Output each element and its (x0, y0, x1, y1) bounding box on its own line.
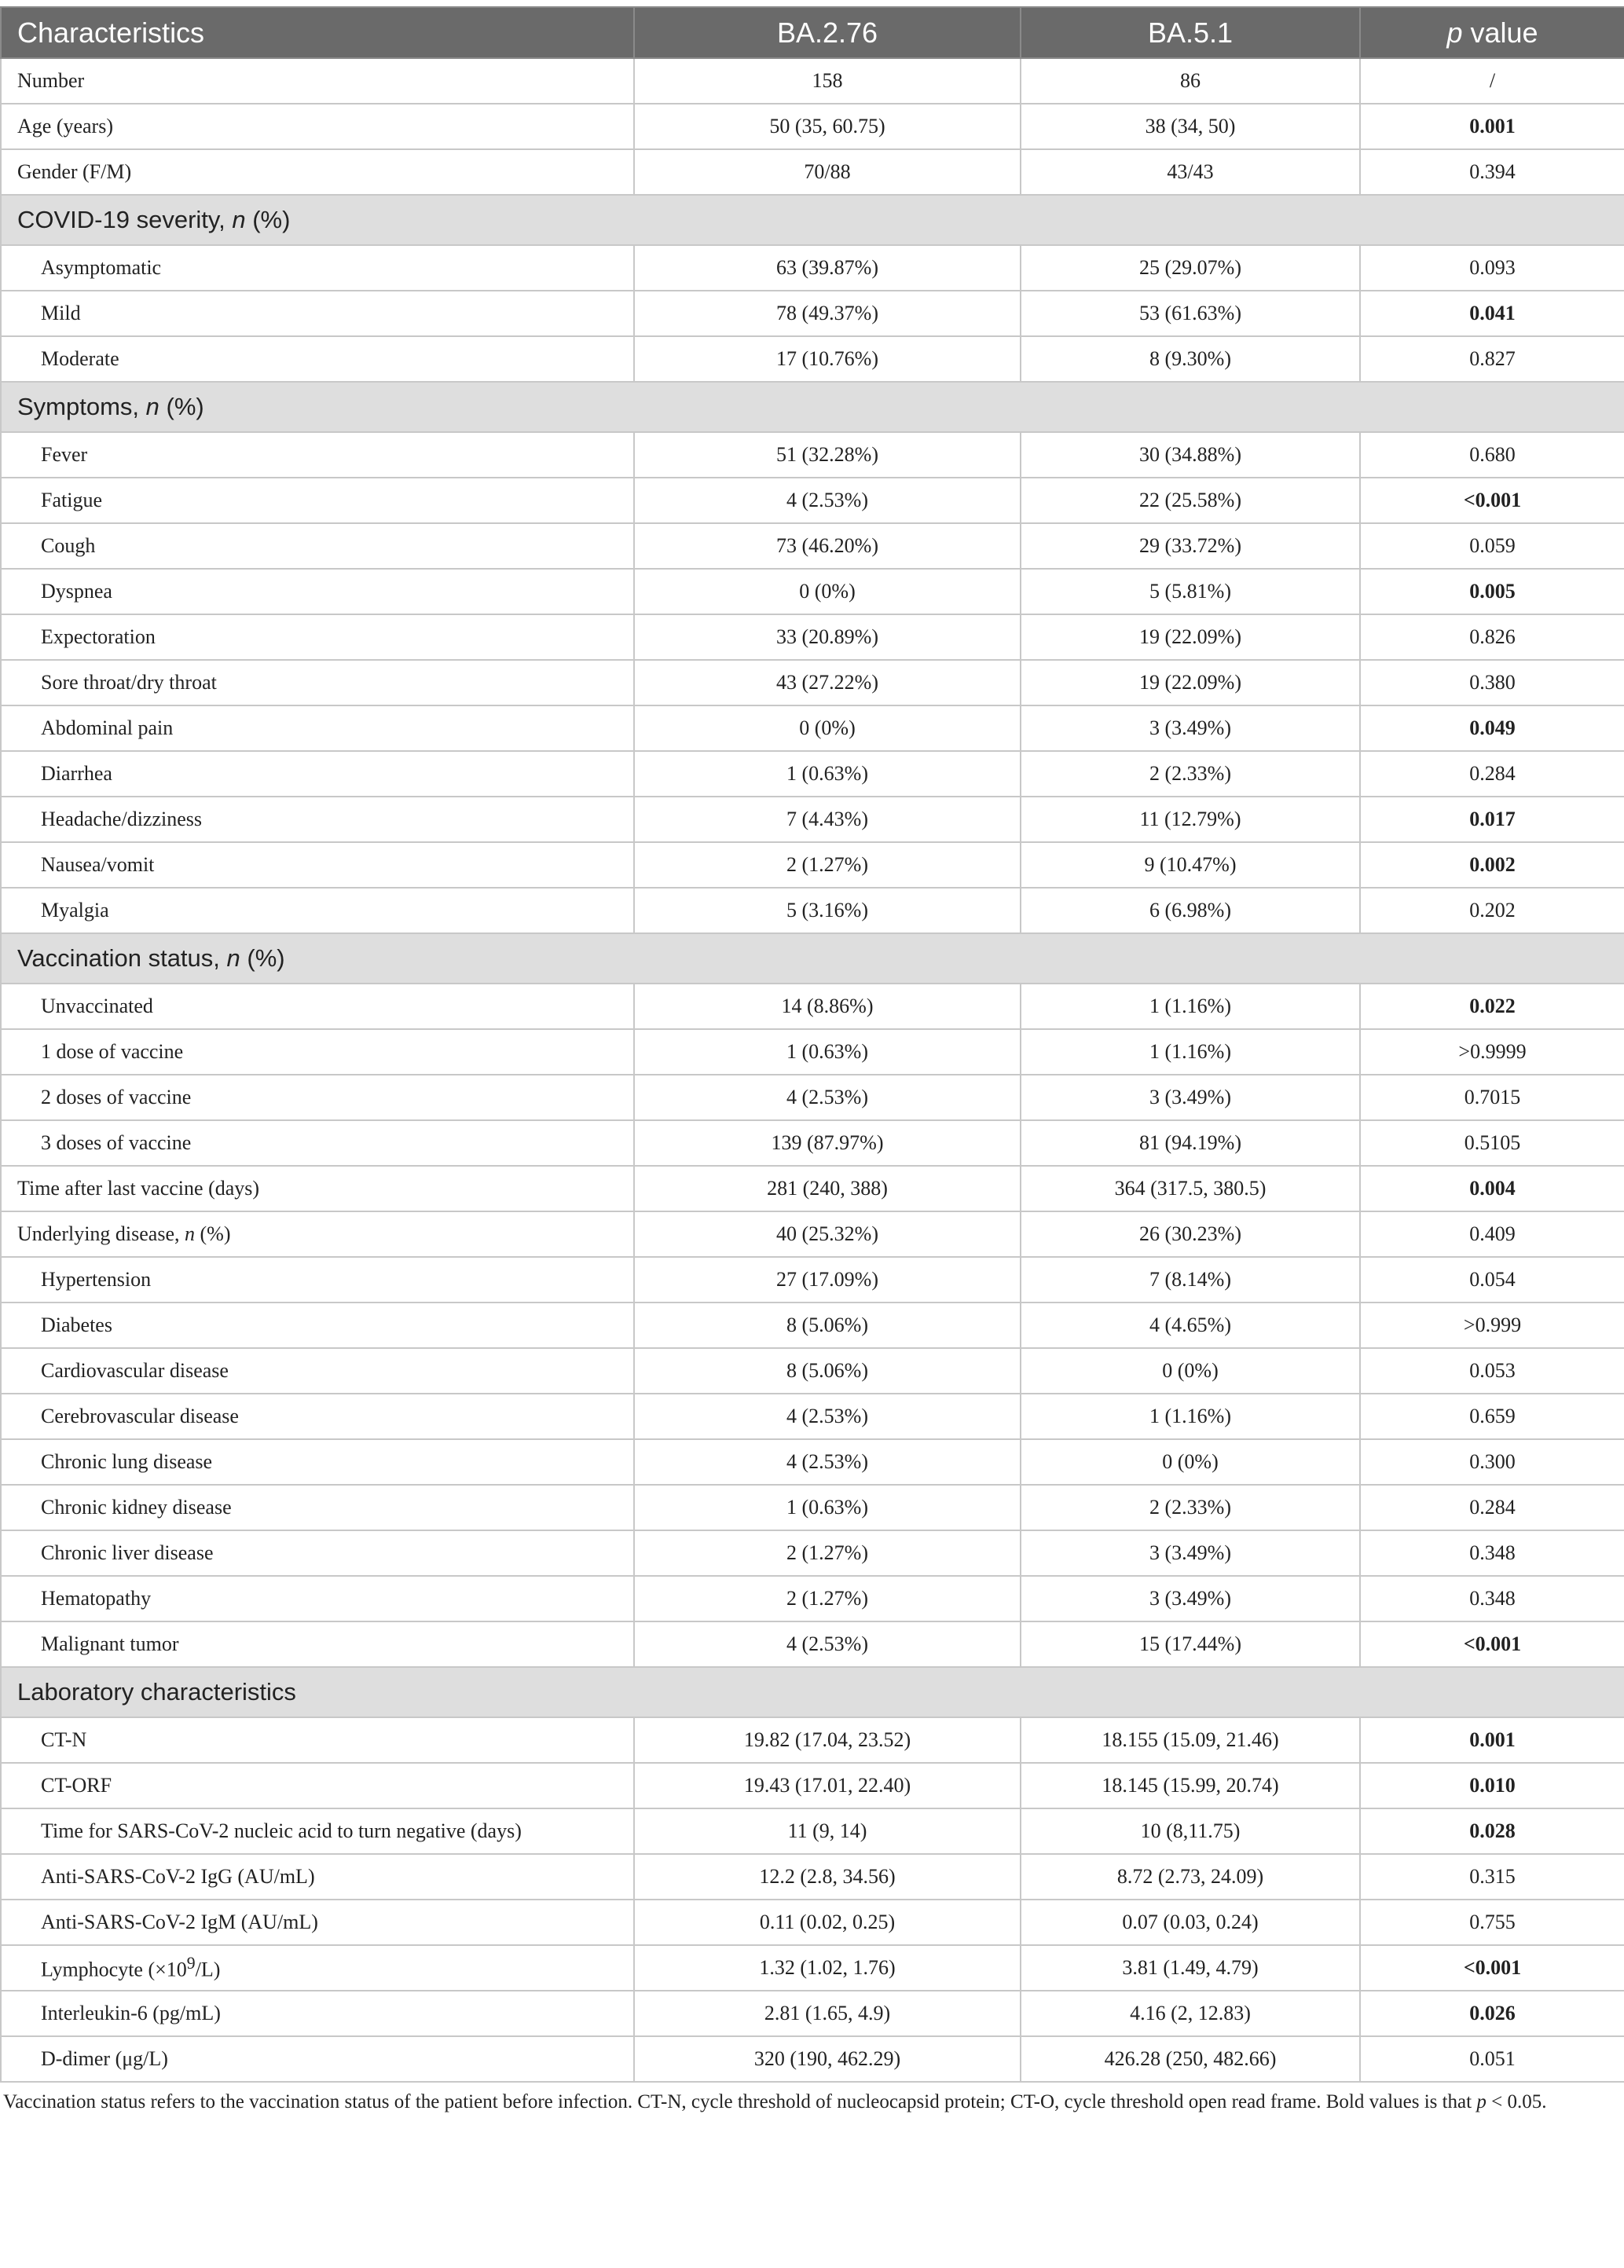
cell-p-value: 0.053 (1360, 1348, 1624, 1394)
cell-ba51: 29 (33.72%) (1021, 523, 1360, 569)
row-label (1, 2036, 634, 2082)
cell-ba51: 2 (2.33%) (1021, 1485, 1360, 1530)
table-row (1, 984, 1624, 1029)
cell-ba276: 4 (2.53%) (634, 1075, 1021, 1120)
cell-p-value: 0.394 (1360, 149, 1624, 195)
row-label-text: CT-N (41, 1728, 87, 1751)
table-row (1, 1485, 1624, 1530)
cell-ba276: 51 (32.28%) (634, 432, 1021, 478)
row-label (1, 569, 634, 614)
cell-ba276: 2 (1.27%) (634, 1576, 1021, 1621)
table-row (1, 2036, 1624, 2082)
row-label-text: Cerebrovascular disease (41, 1405, 239, 1427)
table-row (1, 432, 1624, 478)
cell-p-value: / (1360, 58, 1624, 104)
cell-p-value: 0.005 (1360, 569, 1624, 614)
cell-ba51: 364 (317.5, 380.5) (1021, 1166, 1360, 1211)
row-label-text: Time after last vaccine (days) (17, 1177, 260, 1200)
cell-p-value: 0.284 (1360, 751, 1624, 797)
table-row (1, 1439, 1624, 1485)
cell-p-value: 0.022 (1360, 984, 1624, 1029)
cell-ba276: 1.32 (1.02, 1.76) (634, 1945, 1021, 1991)
row-label-italic: n (226, 944, 240, 972)
row-label (1, 245, 634, 291)
row-label-text: Time for SARS-CoV-2 nucleic acid to turn negative (days) (41, 1819, 522, 1842)
cell-ba276: 1 (0.63%) (634, 1029, 1021, 1075)
cell-p-value: <0.001 (1360, 1945, 1624, 1991)
section-row (1, 382, 1624, 432)
cell-p-value: 0.049 (1360, 705, 1624, 751)
table-row (1, 1530, 1624, 1576)
cell-p-value: 0.010 (1360, 1763, 1624, 1808)
cell-p-value: 0.315 (1360, 1854, 1624, 1900)
section-heading (1, 195, 1624, 245)
cell-ba276: 281 (240, 388) (634, 1166, 1021, 1211)
header-p-italic: p (1446, 16, 1463, 49)
table-row (1, 614, 1624, 660)
cell-ba51: 1 (1.16%) (1021, 984, 1360, 1029)
cell-ba51: 25 (29.07%) (1021, 245, 1360, 291)
row-label-text: Chronic kidney disease (41, 1496, 232, 1519)
row-label (1, 149, 634, 195)
cell-p-value: 0.017 (1360, 797, 1624, 842)
row-label-text: Headache/dizziness (41, 808, 203, 830)
row-label-text: Symptoms, (17, 393, 146, 420)
row-label-text: D-dimer (μg/L) (41, 2047, 168, 2070)
row-label-superscript: 9 (186, 1954, 196, 1973)
cell-ba51: 86 (1021, 58, 1360, 104)
table-row (1, 291, 1624, 336)
table-row (1, 1945, 1624, 1991)
table-row (1, 705, 1624, 751)
cell-ba276: 8 (5.06%) (634, 1348, 1021, 1394)
table-row (1, 1900, 1624, 1945)
row-label (1, 614, 634, 660)
cell-ba51: 26 (30.23%) (1021, 1211, 1360, 1257)
section-heading (1, 933, 1624, 984)
row-label-text: CT-ORF (41, 1774, 112, 1797)
row-label (1, 1991, 634, 2036)
cell-ba276: 7 (4.43%) (634, 797, 1021, 842)
table-row (1, 1717, 1624, 1763)
cell-ba276: 17 (10.76%) (634, 336, 1021, 382)
row-label (1, 1945, 634, 1991)
cell-p-value: 0.041 (1360, 291, 1624, 336)
cell-p-value: 0.001 (1360, 104, 1624, 149)
cell-p-value: >0.999 (1360, 1303, 1624, 1348)
cell-ba51: 30 (34.88%) (1021, 432, 1360, 478)
cell-ba276: 11 (9, 14) (634, 1808, 1021, 1854)
cell-ba276: 0 (0%) (634, 705, 1021, 751)
cell-ba51: 43/43 (1021, 149, 1360, 195)
footnote-p-italic: p (1476, 2091, 1487, 2112)
row-label (1, 1576, 634, 1621)
cell-p-value: 0.051 (1360, 2036, 1624, 2082)
row-label (1, 1854, 634, 1900)
cell-ba276: 4 (2.53%) (634, 1621, 1021, 1667)
table-row (1, 149, 1624, 195)
cell-ba51: 5 (5.81%) (1021, 569, 1360, 614)
cell-ba276: 19.82 (17.04, 23.52) (634, 1717, 1021, 1763)
cell-ba51: 18.155 (15.09, 21.46) (1021, 1717, 1360, 1763)
cell-ba51: 19 (22.09%) (1021, 614, 1360, 660)
cell-ba51: 6 (6.98%) (1021, 888, 1360, 933)
row-label (1, 705, 634, 751)
cell-ba276: 4 (2.53%) (634, 1439, 1021, 1485)
cell-p-value: 0.755 (1360, 1900, 1624, 1945)
cell-ba51: 3 (3.49%) (1021, 1530, 1360, 1576)
cell-ba276: 73 (46.20%) (634, 523, 1021, 569)
row-label-text: Number (17, 69, 85, 92)
table-row (1, 58, 1624, 104)
cell-ba276: 33 (20.89%) (634, 614, 1021, 660)
cell-ba51: 38 (34, 50) (1021, 104, 1360, 149)
row-label (1, 1763, 634, 1808)
cell-p-value: 0.284 (1360, 1485, 1624, 1530)
cell-p-value: 0.202 (1360, 888, 1624, 933)
cell-ba51: 8 (9.30%) (1021, 336, 1360, 382)
cell-ba51: 4.16 (2, 12.83) (1021, 1991, 1360, 2036)
row-label (1, 984, 634, 1029)
cell-ba51: 2 (2.33%) (1021, 751, 1360, 797)
row-label-text: Cough (41, 534, 96, 557)
cell-p-value: 0.409 (1360, 1211, 1624, 1257)
row-label-text: Age (years) (17, 115, 113, 137)
cell-ba51: 8.72 (2.73, 24.09) (1021, 1854, 1360, 1900)
row-label-text: Nausea/vomit (41, 853, 155, 876)
header-p-value (1360, 7, 1624, 58)
cell-ba51: 3.81 (1.49, 4.79) (1021, 1945, 1360, 1991)
cell-ba51: 53 (61.63%) (1021, 291, 1360, 336)
row-label-italic: n (185, 1222, 196, 1245)
row-label (1, 1485, 634, 1530)
row-label (1, 432, 634, 478)
cell-p-value: 0.002 (1360, 842, 1624, 888)
cell-p-value: 0.5105 (1360, 1120, 1624, 1166)
cell-p-value: 0.059 (1360, 523, 1624, 569)
cell-ba51: 19 (22.09%) (1021, 660, 1360, 705)
row-label-text: Cardiovascular disease (41, 1359, 229, 1382)
table-row (1, 842, 1624, 888)
row-label-text: Underlying disease, (17, 1222, 185, 1245)
row-label-suffix: /L) (195, 1958, 221, 1981)
cell-ba276: 4 (2.53%) (634, 1394, 1021, 1439)
table-row (1, 1257, 1624, 1303)
row-label-suffix: (%) (245, 206, 291, 233)
row-label (1, 660, 634, 705)
cell-p-value: 0.680 (1360, 432, 1624, 478)
cell-ba276: 320 (190, 462.29) (634, 2036, 1021, 2082)
row-label-text: Diarrhea (41, 762, 112, 785)
cell-ba276: 8 (5.06%) (634, 1303, 1021, 1348)
cell-p-value: 0.659 (1360, 1394, 1624, 1439)
row-label-text: Asymptomatic (41, 256, 162, 279)
table-row (1, 1621, 1624, 1667)
cell-ba51: 1 (1.16%) (1021, 1394, 1360, 1439)
cell-ba276: 2 (1.27%) (634, 842, 1021, 888)
cell-p-value: 0.028 (1360, 1808, 1624, 1854)
row-label (1, 291, 634, 336)
cell-ba276: 1 (0.63%) (634, 751, 1021, 797)
cell-ba51: 3 (3.49%) (1021, 705, 1360, 751)
cell-ba51: 7 (8.14%) (1021, 1257, 1360, 1303)
row-label-suffix: (%) (159, 393, 204, 420)
section-heading (1, 1667, 1624, 1717)
row-label (1, 1348, 634, 1394)
cell-p-value: 0.7015 (1360, 1075, 1624, 1120)
cell-p-value: 0.093 (1360, 245, 1624, 291)
table-row (1, 1763, 1624, 1808)
cell-ba51: 15 (17.44%) (1021, 1621, 1360, 1667)
cell-ba51: 10 (8,11.75) (1021, 1808, 1360, 1854)
cell-ba51: 3 (3.49%) (1021, 1075, 1360, 1120)
row-label-text: Hematopathy (41, 1587, 152, 1610)
row-label-suffix: (%) (240, 944, 285, 972)
cell-ba276: 2.81 (1.65, 4.9) (634, 1991, 1021, 2036)
cell-p-value: 0.348 (1360, 1530, 1624, 1576)
row-label-text: Anti-SARS-CoV-2 IgM (AU/mL) (41, 1911, 318, 1933)
cell-ba276: 27 (17.09%) (634, 1257, 1021, 1303)
table-row (1, 1348, 1624, 1394)
characteristics-table (0, 6, 1624, 2083)
table-row (1, 797, 1624, 842)
table-row (1, 751, 1624, 797)
row-label (1, 336, 634, 382)
row-label-text: Malignant tumor (41, 1632, 179, 1655)
cell-p-value: <0.001 (1360, 478, 1624, 523)
cell-ba51: 9 (10.47%) (1021, 842, 1360, 888)
section-row (1, 195, 1624, 245)
header-row (1, 7, 1624, 58)
table-row (1, 245, 1624, 291)
cell-p-value: 0.826 (1360, 614, 1624, 660)
cell-p-value: 0.300 (1360, 1439, 1624, 1485)
cell-p-value: 0.348 (1360, 1576, 1624, 1621)
row-label-text: COVID-19 severity, (17, 206, 233, 233)
cell-p-value: >0.9999 (1360, 1029, 1624, 1075)
header-ba51: BA.5.1 (1021, 7, 1360, 58)
cell-ba51: 3 (3.49%) (1021, 1576, 1360, 1621)
table-container (0, 6, 1624, 2116)
cell-ba51: 18.145 (15.99, 20.74) (1021, 1763, 1360, 1808)
row-label-text: Chronic liver disease (41, 1541, 214, 1564)
cell-ba276: 2 (1.27%) (634, 1530, 1021, 1576)
row-label-text: Hypertension (41, 1268, 152, 1291)
table-row (1, 104, 1624, 149)
cell-ba276: 40 (25.32%) (634, 1211, 1021, 1257)
cell-ba51: 4 (4.65%) (1021, 1303, 1360, 1348)
header-characteristics: Characteristics (1, 7, 634, 58)
cell-ba276: 70/88 (634, 149, 1021, 195)
row-label-text: 3 doses of vaccine (41, 1131, 192, 1154)
table-row (1, 888, 1624, 933)
cell-p-value: 0.001 (1360, 1717, 1624, 1763)
row-label (1, 1166, 634, 1211)
row-label (1, 797, 634, 842)
row-label (1, 478, 634, 523)
cell-ba276: 63 (39.87%) (634, 245, 1021, 291)
row-label (1, 1900, 634, 1945)
cell-ba276: 1 (0.63%) (634, 1485, 1021, 1530)
table-row (1, 1211, 1624, 1257)
row-label (1, 1808, 634, 1854)
cell-ba276: 139 (87.97%) (634, 1120, 1021, 1166)
row-label-text: Abdominal pain (41, 716, 174, 739)
row-label-text: Sore throat/dry throat (41, 671, 217, 694)
footnote-text-after: < 0.05. (1486, 2091, 1547, 2112)
table-row (1, 523, 1624, 569)
row-label-italic: n (145, 393, 159, 420)
row-label (1, 1439, 634, 1485)
row-label-text: Gender (F/M) (17, 160, 132, 183)
row-label-text: Vaccination status, (17, 944, 227, 972)
header-ba276: BA.2.76 (634, 7, 1021, 58)
row-label-text: Diabetes (41, 1314, 112, 1336)
cell-ba276: 14 (8.86%) (634, 984, 1021, 1029)
row-label (1, 104, 634, 149)
table-row (1, 1303, 1624, 1348)
cell-ba51: 0.07 (0.03, 0.24) (1021, 1900, 1360, 1945)
cell-ba51: 1 (1.16%) (1021, 1029, 1360, 1075)
row-label-text: Fever (41, 443, 88, 466)
row-label-text: Expectoration (41, 625, 156, 648)
row-label-text: Chronic lung disease (41, 1450, 213, 1473)
row-label-suffix: (%) (195, 1222, 231, 1245)
cell-p-value: <0.001 (1360, 1621, 1624, 1667)
row-label (1, 842, 634, 888)
table-row (1, 569, 1624, 614)
row-label-text: Unvaccinated (41, 995, 153, 1017)
table-row (1, 1808, 1624, 1854)
cell-ba276: 12.2 (2.8, 34.56) (634, 1854, 1021, 1900)
table-row (1, 1991, 1624, 2036)
cell-p-value: 0.004 (1360, 1166, 1624, 1211)
table-row (1, 660, 1624, 705)
row-label-text: Mild (41, 302, 81, 324)
section-heading (1, 382, 1624, 432)
row-label (1, 1621, 634, 1667)
cell-ba276: 50 (35, 60.75) (634, 104, 1021, 149)
table-row (1, 478, 1624, 523)
cell-p-value: 0.380 (1360, 660, 1624, 705)
row-label-text: Laboratory characteristics (17, 1678, 296, 1706)
row-label (1, 751, 634, 797)
row-label-text: Myalgia (41, 899, 109, 921)
section-row (1, 1667, 1624, 1717)
table-body (1, 58, 1624, 2082)
table-row (1, 336, 1624, 382)
cell-ba51: 22 (25.58%) (1021, 478, 1360, 523)
table-row (1, 1854, 1624, 1900)
table-row (1, 1166, 1624, 1211)
row-label (1, 1029, 634, 1075)
cell-p-value: 0.054 (1360, 1257, 1624, 1303)
row-label-text: Moderate (41, 347, 119, 370)
row-label (1, 1257, 634, 1303)
row-label-text: Anti-SARS-CoV-2 IgG (AU/mL) (41, 1865, 315, 1888)
row-label (1, 1394, 634, 1439)
section-row (1, 933, 1624, 984)
cell-ba276: 0.11 (0.02, 0.25) (634, 1900, 1021, 1945)
row-label (1, 1075, 634, 1120)
row-label-text: Lymphocyte (×10 (41, 1958, 187, 1981)
cell-ba276: 5 (3.16%) (634, 888, 1021, 933)
cell-ba276: 43 (27.22%) (634, 660, 1021, 705)
row-label (1, 888, 634, 933)
row-label (1, 1530, 634, 1576)
row-label-italic: n (232, 206, 246, 233)
table-row (1, 1029, 1624, 1075)
row-label (1, 58, 634, 104)
cell-ba276: 158 (634, 58, 1021, 104)
cell-ba51: 0 (0%) (1021, 1348, 1360, 1394)
table-row (1, 1120, 1624, 1166)
table-row (1, 1576, 1624, 1621)
cell-p-value: 0.827 (1360, 336, 1624, 382)
row-label-text: 1 dose of vaccine (41, 1040, 184, 1063)
cell-ba276: 4 (2.53%) (634, 478, 1021, 523)
cell-ba276: 0 (0%) (634, 569, 1021, 614)
cell-ba276: 78 (49.37%) (634, 291, 1021, 336)
row-label (1, 523, 634, 569)
footnote-text-before: Vaccination status refers to the vaccination status of the patient before infection. CT-N, cycle threshold of nucleocapsid protein; CT-O, cycle threshold open read frame. Bold values is that (3, 2091, 1477, 2112)
row-label (1, 1303, 634, 1348)
header-p-suffix: value (1462, 16, 1538, 49)
table-row (1, 1075, 1624, 1120)
row-label-text: 2 doses of vaccine (41, 1086, 192, 1108)
row-label (1, 1120, 634, 1166)
cell-ba51: 11 (12.79%) (1021, 797, 1360, 842)
row-label (1, 1211, 634, 1257)
table-footnote (0, 2083, 1624, 2116)
row-label-text: Interleukin-6 (pg/mL) (41, 2002, 221, 2024)
row-label (1, 1717, 634, 1763)
cell-ba51: 426.28 (250, 482.66) (1021, 2036, 1360, 2082)
cell-ba276: 19.43 (17.01, 22.40) (634, 1763, 1021, 1808)
cell-ba51: 81 (94.19%) (1021, 1120, 1360, 1166)
table-row (1, 1394, 1624, 1439)
row-label-text: Fatigue (41, 489, 102, 511)
table-header (1, 7, 1624, 58)
row-label-text: Dyspnea (41, 580, 112, 603)
cell-p-value: 0.026 (1360, 1991, 1624, 2036)
cell-ba51: 0 (0%) (1021, 1439, 1360, 1485)
